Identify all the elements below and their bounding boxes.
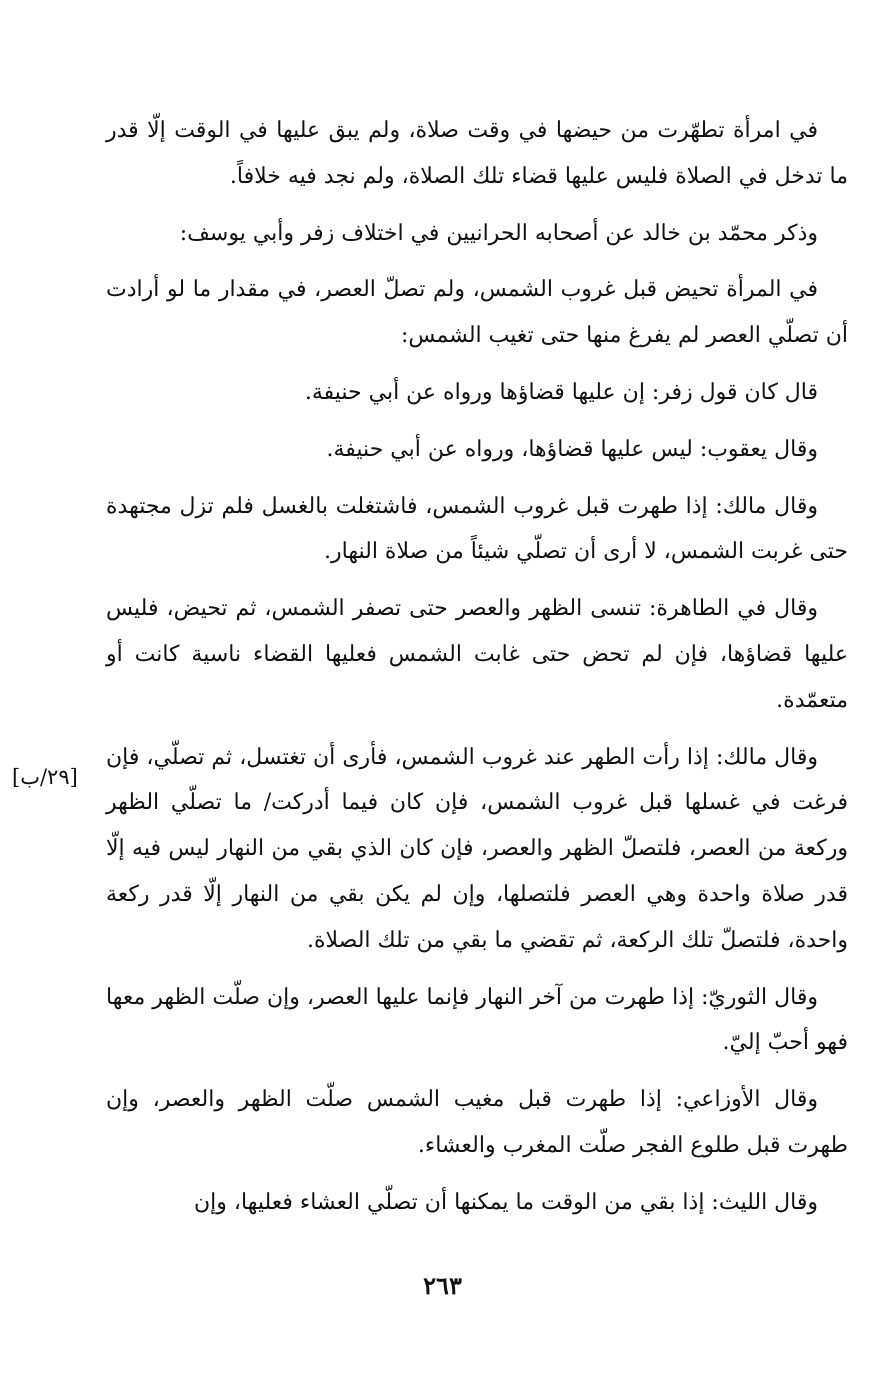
paragraph: وقال في الطاهرة: تنسى الظهر والعصر حتى تصفر الشمس، ثم تحيض، فليس عليها قضاؤها، فإن لم تحض حتى غابت الشمس فعليها القضاء ناسية كانت أو متعمّدة. xyxy=(106,596,848,713)
paragraph: وقال الثوريّ: إذا طهرت من آخر النهار فإنما عليها العصر، وإن صلّت الظهر معها فهو أحبّ إليّ. xyxy=(106,984,848,1056)
paragraph: وقال الليث: إذا بقي من الوقت ما يمكنها أن تصلّي العشاء فعليها، وإن xyxy=(194,1189,818,1215)
paragraph: وقال مالك: إذا رأت الطهر عند غروب الشمس، فأرى أن تغتسل، ثم تصلّي، فإن فرغت في غسلها قبل غروب الشمس، فإن كان فيما أدركت/ ما تصلّي الظهر وركعة من العصر، فلتصلّ الظهر والعصر، فإن كان الذي بقي من النهار ليس فيه إلّا قدر صلاة واحدة وهي العصر فلتصلها، وإن لم يكن بقي من النهار إلّا قدر ركعة واحدة، فلتصلّ تلك الركعة، ثم تقضي ما بقي من تلك الصلاة. xyxy=(106,744,848,953)
main-text xyxy=(106,108,848,1236)
paragraph: في امرأة تطهّرت من حيضها في وقت صلاة، ولم يبق عليها في الوقت إلّا قدر ما تدخل في الصلاة فليس عليها قضاء تلك الصلاة، ولم نجد فيه خلافاً. xyxy=(106,118,848,189)
paragraph: وقال الأوزاعي: إذا طهرت قبل مغيب الشمس صلّت الظهر والعصر، وإن طهرت قبل طلوع الفجر صلّت المغرب والعشاء. xyxy=(106,1087,848,1158)
paragraph: وقال يعقوب: ليس عليها قضاؤها، ورواه عن أبي حنيفة. xyxy=(326,436,818,462)
manuscript-folio-marker: [٢٩/ب] xyxy=(12,765,78,789)
paragraph: قال كان قول زفر: إن عليها قضاؤها ورواه عن أبي حنيفة. xyxy=(304,379,818,405)
paragraph: في المرأة تحيض قبل غروب الشمس، ولم تصلّ العصر، في مقدار ما لو أرادت أن تصلّي العصر لم يفرغ منها حتى تغيب الشمس: xyxy=(106,277,848,349)
paragraph: وذكر محمّد بن خالد عن أصحابه الحرانيين في اختلاف زفر وأبي يوسف: xyxy=(179,220,818,246)
paragraph: وقال مالك: إذا طهرت قبل غروب الشمس، فاشتغلت بالغسل فلم تزل مجتهدة حتى غربت الشمس، لا أرى أن تصلّي شيئاً من صلاة النهار. xyxy=(106,493,848,565)
page-number: ٢٦٣ xyxy=(423,1271,462,1300)
